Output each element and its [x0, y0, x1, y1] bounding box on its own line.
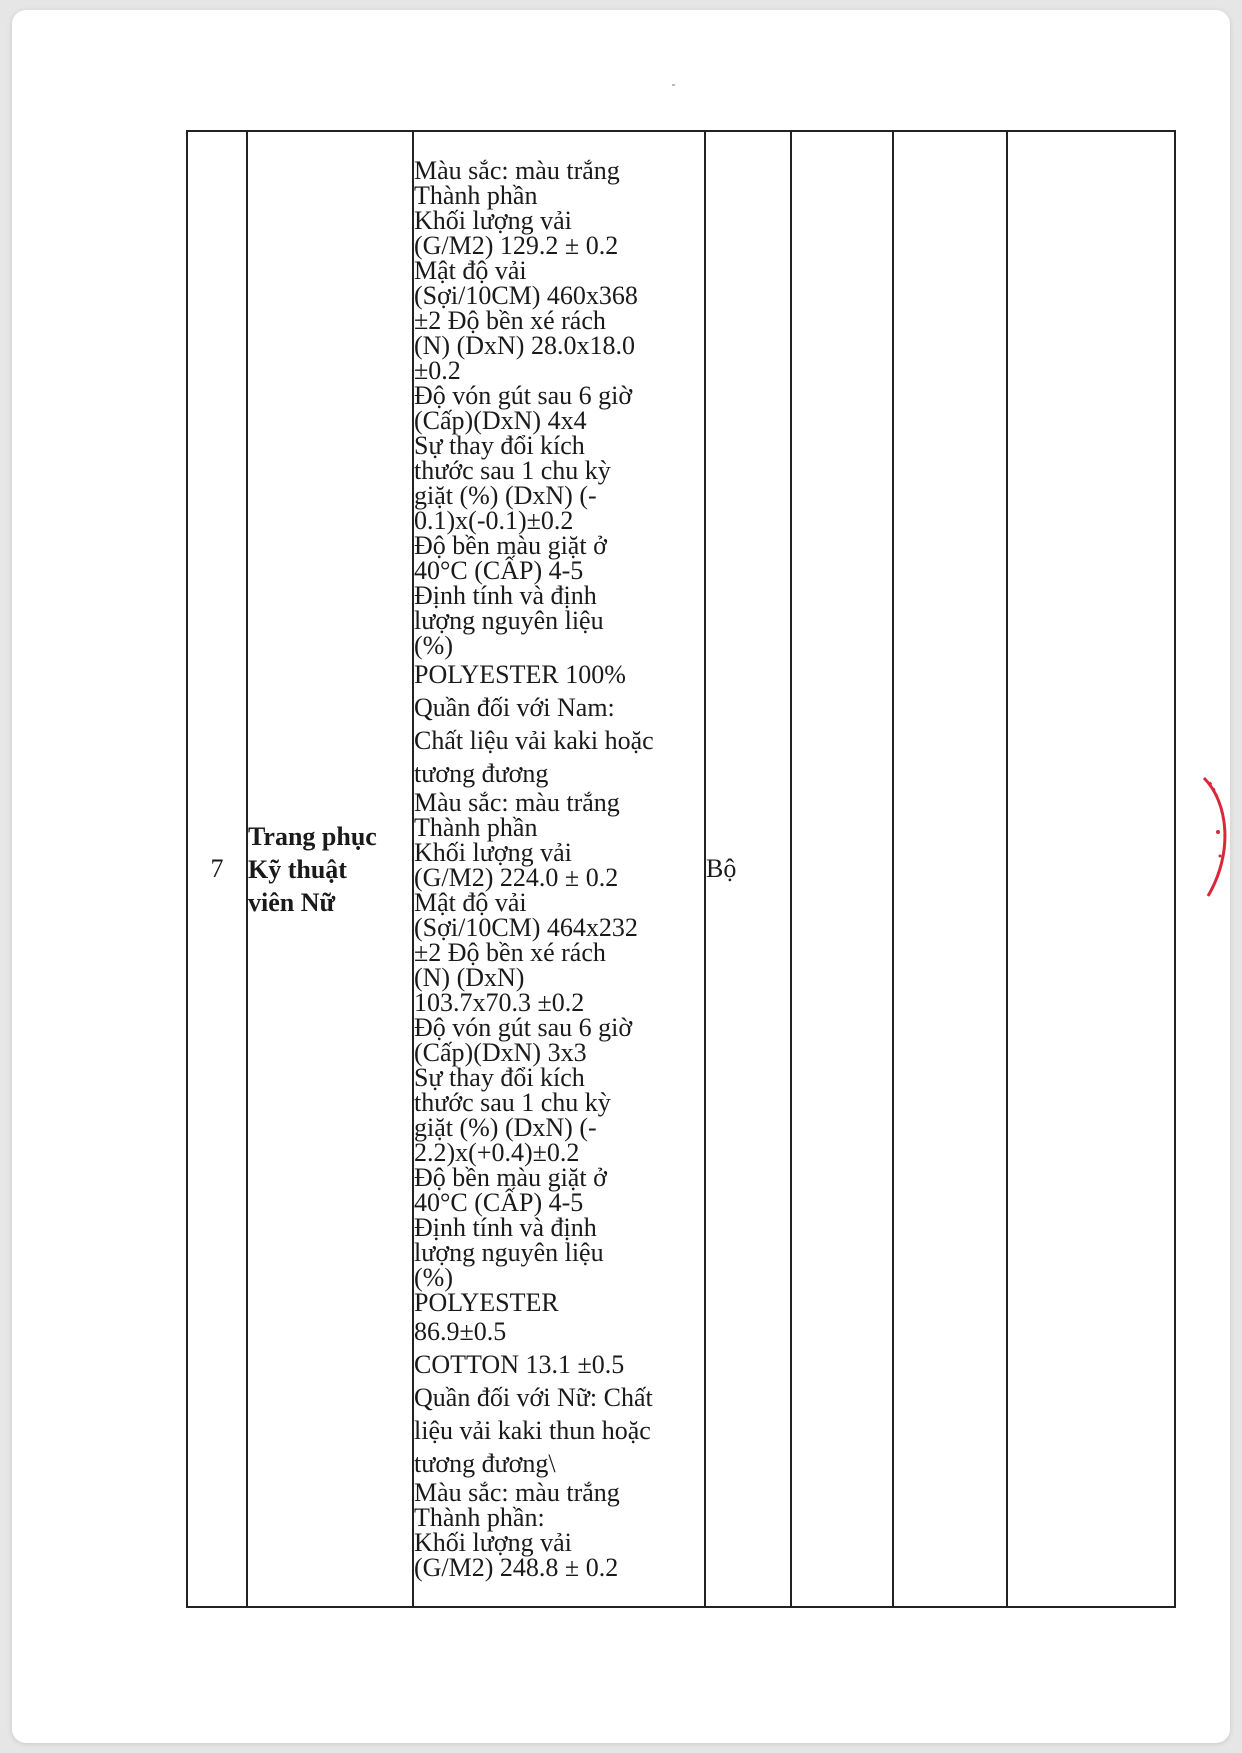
description-line: POLYESTER — [414, 1288, 559, 1317]
description-line: (G/M2) 248.8 ± 0.2 — [414, 1553, 619, 1582]
description-line: Độ bền màu giặt ở — [414, 531, 607, 560]
description-line: Độ vón gút sau 6 giờ — [414, 1013, 633, 1042]
scan-speck — [672, 84, 675, 86]
description-lines — [414, 158, 704, 1580]
description-line: tương đương\ — [414, 1449, 556, 1478]
description-line: Định tính và định — [414, 1213, 597, 1242]
red-seal-stamp-icon — [1198, 772, 1238, 902]
description-line: liệu vải kaki thun hoặc — [414, 1416, 651, 1445]
description-line: COTTON 13.1 ±0.5 — [414, 1350, 625, 1379]
description-line: (G/M2) 224.0 ± 0.2 — [414, 863, 619, 892]
description-line: giặt (%) (DxN) (- — [414, 481, 597, 510]
description-line: Màu sắc: màu trắng — [414, 788, 620, 817]
description-line: (Cấp)(DxN) 4x4 — [414, 406, 587, 435]
description-line: Độ vón gút sau 6 giờ — [414, 381, 633, 410]
description-line: (N) (DxN) 28.0x18.0 — [414, 331, 635, 360]
table-row — [187, 131, 1175, 1607]
description-line: Mật độ vải — [414, 256, 527, 285]
row-number: 7 — [187, 131, 247, 1607]
description-line: ±2 Độ bền xé rách — [414, 938, 606, 967]
description-line: (Sợi/10CM) 460x368 — [414, 281, 638, 310]
description-line: Sự thay đổi kích — [414, 431, 585, 460]
item-name-cell — [247, 131, 413, 1607]
description-line: (G/M2) 129.2 ± 0.2 — [414, 231, 619, 260]
description-line: Màu sắc: màu trắng — [414, 156, 620, 185]
description-line: (%) — [414, 631, 453, 660]
description-line: (N) (DxN) — [414, 963, 525, 992]
description-line: (Cấp)(DxN) 3x3 — [414, 1038, 587, 1067]
empty-cell — [893, 131, 1007, 1607]
empty-cell — [1007, 131, 1175, 1607]
description-line: Khối lượng vải — [414, 1528, 572, 1557]
unit-cell: Bộ — [705, 131, 791, 1607]
description-line: Chất liệu vải kaki hoặc — [414, 726, 654, 755]
item-name-line: viên Nữ — [248, 887, 336, 917]
item-name-line: Kỹ thuật — [248, 854, 347, 884]
description-line: lượng nguyên liệu — [414, 1238, 604, 1267]
description-line: Khối lượng vải — [414, 838, 572, 867]
description-line: Định tính và định — [414, 581, 597, 610]
specification-table — [186, 130, 1176, 1608]
description-line: 103.7x70.3 ±0.2 — [414, 988, 585, 1017]
description-line: 2.2)x(+0.4)±0.2 — [414, 1138, 580, 1167]
description-line: Mật độ vải — [414, 888, 527, 917]
description-line: tương đương — [414, 759, 549, 788]
description-line: Quần đối với Nữ: Chất — [414, 1383, 653, 1412]
description-line: Sự thay đổi kích — [414, 1063, 585, 1092]
description-line: ±0.2 — [414, 356, 461, 385]
description-line: Khối lượng vải — [414, 206, 572, 235]
description-cell — [413, 131, 705, 1607]
description-line: (Sợi/10CM) 464x232 — [414, 913, 638, 942]
description-line: giặt (%) (DxN) (- — [414, 1113, 597, 1142]
item-name-line: Trang phục — [248, 821, 377, 851]
description-line: 40°C (CẤP) 4-5 — [414, 556, 584, 585]
description-line: Độ bền màu giặt ở — [414, 1163, 607, 1192]
empty-cell — [791, 131, 893, 1607]
description-line: Thành phần — [414, 181, 538, 210]
description-line: Quần đối với Nam: — [414, 693, 615, 722]
description-line: Thành phần: — [414, 1503, 545, 1532]
description-line: thước sau 1 chu kỳ — [414, 1088, 611, 1117]
description-line: thước sau 1 chu kỳ — [414, 456, 611, 485]
description-line: 86.9±0.5 — [414, 1317, 507, 1346]
description-line: POLYESTER 100% — [414, 660, 626, 689]
description-line: 40°C (CẤP) 4-5 — [414, 1188, 584, 1217]
description-line: 0.1)x(-0.1)±0.2 — [414, 506, 574, 535]
description-line: lượng nguyên liệu — [414, 606, 604, 635]
description-line: Màu sắc: màu trắng — [414, 1478, 620, 1507]
description-line: (%) — [414, 1263, 453, 1292]
description-line: ±2 Độ bền xé rách — [414, 306, 606, 335]
description-line: Thành phần — [414, 813, 538, 842]
